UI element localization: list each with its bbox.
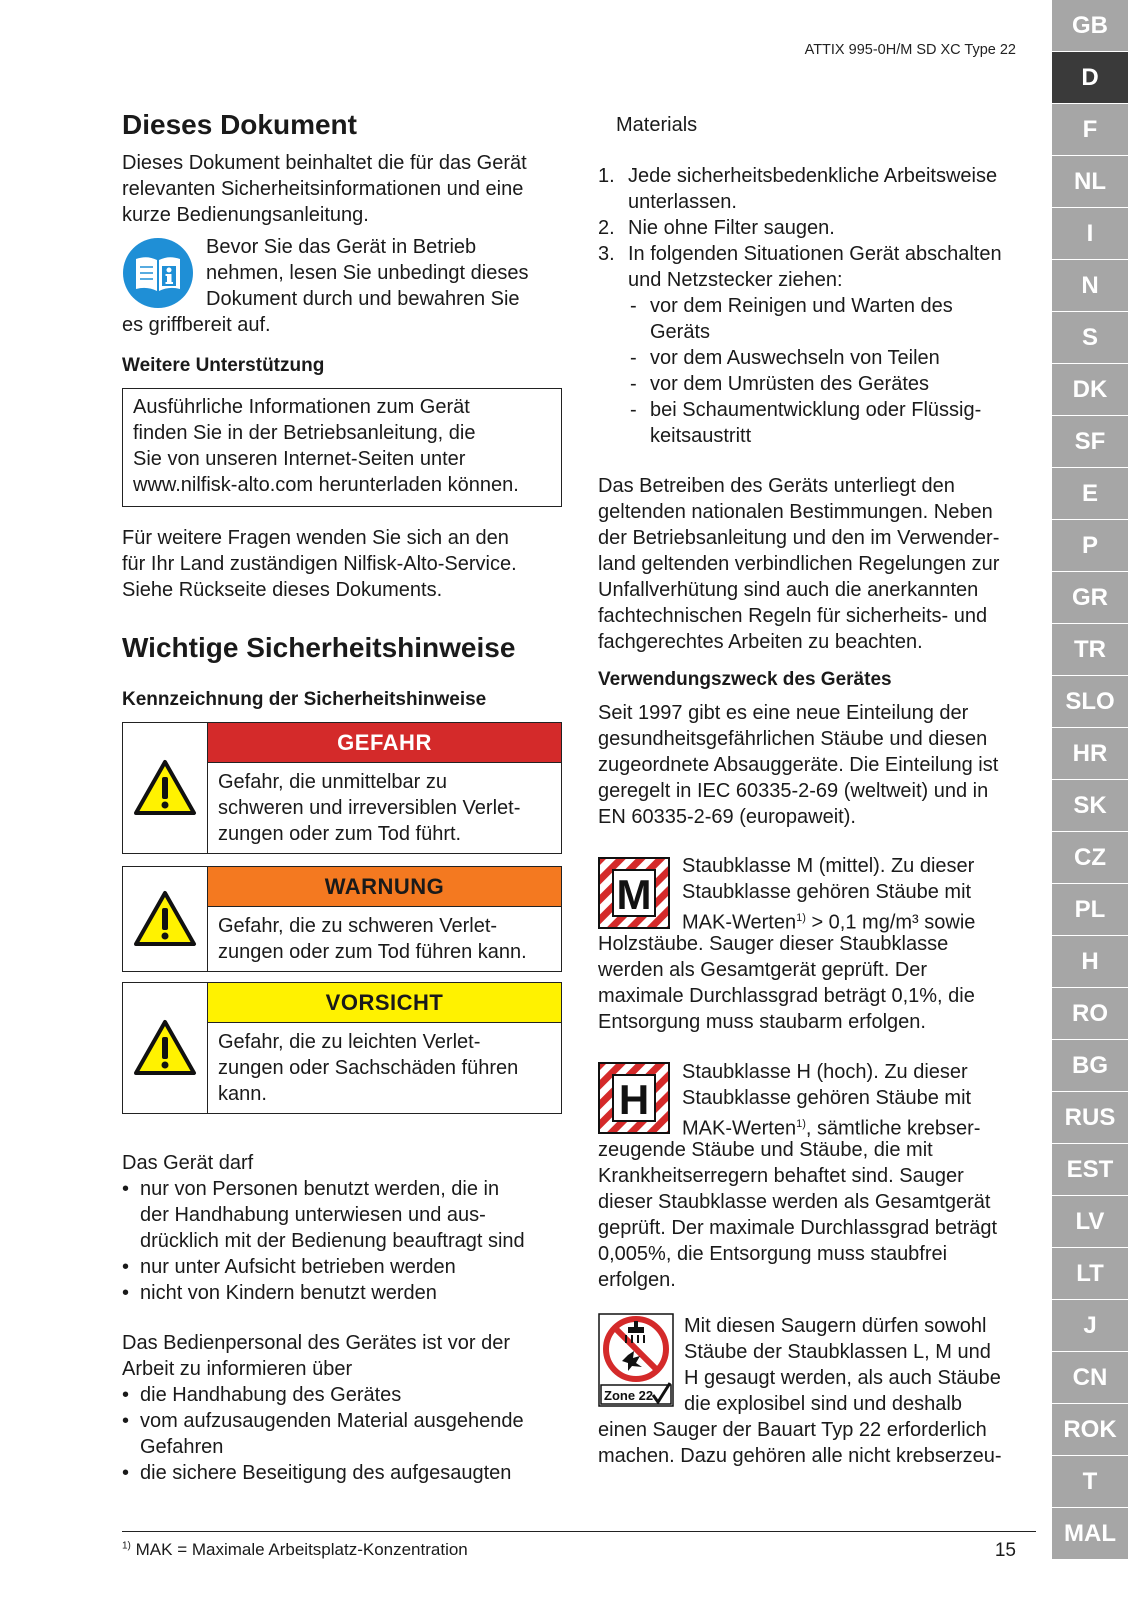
hazard-warning: [122, 866, 562, 972]
zone-22-text-cont: einen Sauger der Bauart Typ 22 erforderlich machen. Dazu gehören alle nicht krebserzeu-: [598, 1419, 1002, 1467]
service-note: Für weitere Fragen wenden Sie sich an den für Ihr Land zuständigen Nilfisk-Alto-Service. Siehe Rückseite dieses Dokuments.: [122, 527, 517, 601]
hazard-caution: [122, 982, 562, 1114]
warning-triangle-icon: [123, 983, 208, 1113]
hazard-warning-banner: WARNUNG: [208, 867, 561, 907]
dust-class-m-icon: [598, 857, 670, 934]
section-heading-support: Weitere Unterstützung: [122, 355, 325, 376]
language-tab-cn[interactable]: CN: [1052, 1352, 1128, 1404]
read-manual-note: Bevor Sie das Gerät in Betrieb nehmen, lesen Sie unbedingt dieses Dokument durch und bewahren Sie: [206, 236, 529, 310]
language-tab-lt[interactable]: LT: [1052, 1248, 1128, 1300]
language-tab-p[interactable]: P: [1052, 520, 1128, 572]
language-tab-sidebar: [1052, 0, 1128, 1601]
svg-text:Zone 22: Zone 22: [604, 1388, 654, 1403]
language-tab-i[interactable]: I: [1052, 208, 1128, 260]
list-item: - bei Schaumentwicklung oder Flüssig- keitsaustritt: [598, 397, 1030, 449]
language-tab-sk[interactable]: SK: [1052, 780, 1128, 832]
dust-class-m-text: Staubklasse M (mittel). Zu dieser Staubklasse gehören Stäube mit MAK-Werten$^{1)}$ > 0,1 mg/m³ sowie: [682, 855, 976, 934]
continuation-text: Materials: [616, 114, 698, 136]
list-item: - vor dem Reinigen und Warten des Geräts: [598, 293, 1030, 345]
list-item: 2. Nie ohne Filter saugen.: [598, 217, 835, 239]
info-box: Ausführliche Informationen zum Gerät finden Sie in der Betriebsanleitung, die Sie von unseren Internet-Seiten unter www.nilfisk-alto.com herunterladen können.: [122, 388, 562, 507]
language-tab-f[interactable]: F: [1052, 104, 1128, 156]
language-tab-ro[interactable]: RO: [1052, 988, 1128, 1040]
language-tab-rus[interactable]: RUS: [1052, 1092, 1128, 1144]
document-intro: Dieses Dokument beinhaltet die für das Gerät relevanten Sicherheitsinformationen und eine kurze Bedienungsanleitung.: [122, 152, 527, 226]
language-tab-gr[interactable]: GR: [1052, 572, 1128, 624]
regulation-paragraph: Das Betreiben des Geräts unterliegt den geltenden nationalen Bestimmungen. Neben der Betriebsanleitung und den im Verwender- land geltenden verbindlichen Regelungen zur Unfallverhütung sind auch die anerkannten fachtechnischen Regeln für sicherheits- und fachgerechtes Arbeiten zu beachten.: [598, 475, 1000, 653]
section-heading-document: Dieses Dokument: [122, 109, 357, 140]
hazard-danger-text: Gefahr, die unmittelbar zu schweren und irreversiblen Verlet- zungen oder zum Tod führt.: [218, 771, 521, 845]
dust-class-h-text: Staubklasse H (hoch). Zu dieser Staubklasse gehören Stäube mit MAK-Werten$^{1)}$, sämtliche krebser-: [682, 1061, 981, 1140]
language-tab-lv[interactable]: LV: [1052, 1196, 1128, 1248]
switch-off-situations-list: [598, 293, 1030, 449]
language-tab-t[interactable]: T: [1052, 1456, 1128, 1508]
list-item: - vor dem Auswechseln von Teilen: [598, 345, 1030, 371]
language-tab-hr[interactable]: HR: [1052, 728, 1128, 780]
list-item: • nur unter Aufsicht betrieben werden: [122, 1254, 562, 1280]
language-tab-pl[interactable]: PL: [1052, 884, 1128, 936]
list-item: 3. In folgenden Situationen Gerät abschalten und Netzstecker ziehen:: [598, 243, 1002, 291]
language-tab-dk[interactable]: DK: [1052, 364, 1128, 416]
footer-divider: [122, 1531, 1036, 1532]
warning-triangle-icon: [123, 867, 208, 971]
page-number: 15: [994, 1540, 1016, 1561]
warning-triangle-icon: [123, 723, 208, 853]
svg-text:M: M: [616, 871, 652, 918]
document-model-title: ATTIX 995-0H/M SD XC Type 22: [804, 42, 1016, 58]
list-item: • die sichere Beseitigung des aufgesaugten: [122, 1460, 562, 1486]
hazard-warning-text: Gefahr, die zu schweren Verlet- zungen oder zum Tod führen kann.: [218, 915, 527, 963]
list-item: 1. Jede sicherheitsbedenkliche Arbeitsweise unterlassen.: [598, 165, 998, 213]
list-item: • nicht von Kindern benutzt werden: [122, 1280, 562, 1306]
hazard-caution-banner: VORSICHT: [208, 983, 561, 1023]
device-usage-list: [122, 1176, 562, 1306]
language-tab-est[interactable]: EST: [1052, 1144, 1128, 1196]
read-manual-icon: [122, 237, 194, 314]
language-tab-cz[interactable]: CZ: [1052, 832, 1128, 884]
section-heading-marking: Kennzeichnung der Sicherheitshinweise: [122, 689, 487, 710]
hazard-caution-text: Gefahr, die zu leichten Verlet- zungen oder Sachschäden führen kann.: [218, 1031, 519, 1105]
section-heading-safety: Wichtige Sicherheitshinweise: [122, 632, 516, 663]
purpose-paragraph: Seit 1997 gibt es eine neue Einteilung der gesundheitsgefährlichen Stäube und diesen zugeordnete Absauggeräte. Die Einteilung ist geregelt in IEC 60335-2-69 (weltweit) und in EN 60335-2-69 (europaweit).: [598, 702, 999, 828]
language-tab-h[interactable]: H: [1052, 936, 1128, 988]
language-tab-n[interactable]: N: [1052, 260, 1128, 312]
language-tab-gb[interactable]: GB: [1052, 0, 1128, 52]
list-item: • die Handhabung des Gerätes: [122, 1382, 562, 1408]
staff-info-intro: Das Bedienpersonal des Gerätes ist vor der Arbeit zu informieren über: [122, 1332, 510, 1380]
language-tab-mal[interactable]: MAL: [1052, 1508, 1128, 1560]
staff-info-list: [122, 1382, 562, 1486]
language-tab-bg[interactable]: BG: [1052, 1040, 1128, 1092]
language-tab-rok[interactable]: ROK: [1052, 1404, 1128, 1456]
dust-class-m-text-cont: Holzstäube. Sauger dieser Staubklasse werden als Gesamtgerät geprüft. Der maximale Durchlassgrad beträgt 0,1%, die Entsorgung muss staubarm erfolgen.: [598, 933, 975, 1033]
zone-22-text: Mit diesen Saugern dürfen sowohl Stäube der Staubklassen L, M und H gesaugt werden, als auch Stäube die explosibel sind und deshalb: [684, 1315, 1001, 1415]
safety-steps-list: [598, 163, 1030, 293]
list-item: - vor dem Umrüsten des Gerätes: [598, 371, 1030, 397]
footnote: $^{1)}$ MAK = Maximale Arbeitsplatz-Konzentration: [122, 1540, 468, 1559]
device-may-intro: Das Gerät darf: [122, 1152, 254, 1174]
section-heading-purpose: Verwendungszweck des Gerätes: [598, 669, 892, 690]
language-tab-tr[interactable]: TR: [1052, 624, 1128, 676]
language-tab-d[interactable]: D: [1052, 52, 1128, 104]
language-tab-sf[interactable]: SF: [1052, 416, 1128, 468]
dust-class-h-text-cont: zeugende Stäube und Stäube, die mit Krankheitserregern behaftet sind. Sauger dieser Staubklasse werden als Gesamtgerät geprüft. Der maximale Durchlassgrad beträgt 0,005%, die Entsorgung muss staubfrei erfolgen.: [598, 1139, 998, 1291]
svg-text:H: H: [618, 1076, 650, 1123]
zone-22-icon: [598, 1313, 674, 1412]
list-item: • nur von Personen benutzt werden, die in der Handhabung unterwiesen und aus- drücklich mit der Bedienung beauftragt sind: [122, 1176, 562, 1254]
read-manual-tail: es griffbereit auf.: [122, 314, 271, 336]
language-tab-slo[interactable]: SLO: [1052, 676, 1128, 728]
dust-class-h-icon: [598, 1062, 670, 1139]
language-tab-nl[interactable]: NL: [1052, 156, 1128, 208]
hazard-danger: [122, 722, 562, 854]
language-tab-j[interactable]: J: [1052, 1300, 1128, 1352]
list-item: • vom aufzusaugenden Material ausgehende Gefahren: [122, 1408, 562, 1460]
hazard-danger-banner: GEFAHR: [208, 723, 561, 763]
language-tab-s[interactable]: S: [1052, 312, 1128, 364]
language-tab-e[interactable]: E: [1052, 468, 1128, 520]
